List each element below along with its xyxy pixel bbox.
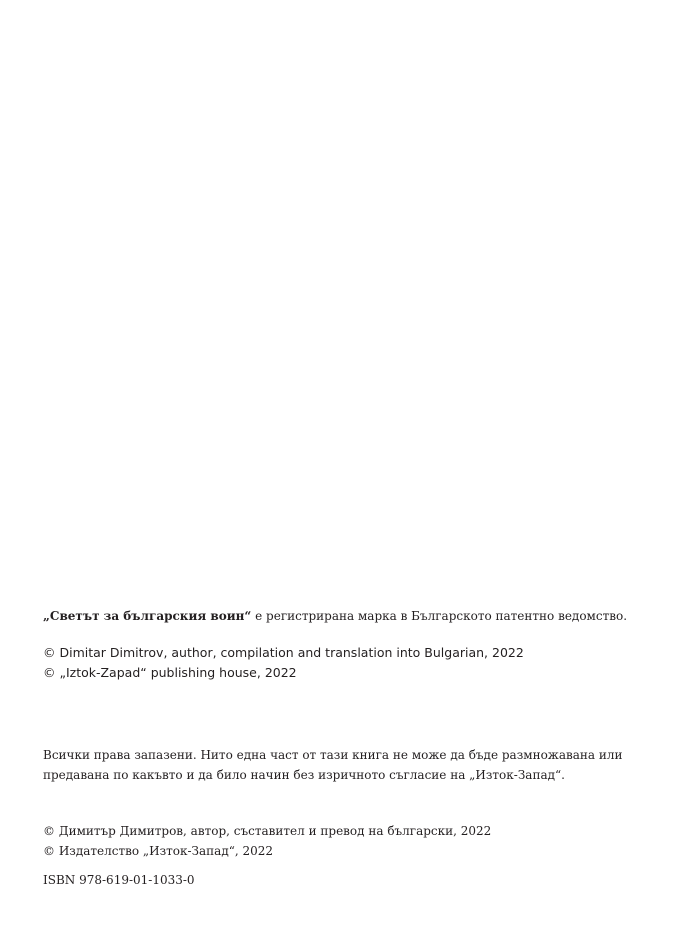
- rights-reserved-notice: [43, 745, 663, 785]
- trademark-text: е регистрирана марка в Българското патентно ведомство.: [251, 609, 628, 623]
- copyright-en-author: © Dimitar Dimitrov, author, compilation and translation into Bulgarian, 2022: [43, 645, 524, 660]
- isbn-text: ISBN 978-619-01-1033-0: [43, 873, 195, 887]
- trademark-notice: [43, 606, 663, 626]
- copyright-bg-publisher: © Издателство „Изток-Запад“, 2022: [43, 844, 274, 858]
- rights-line-2: предавана по какъвто и да било начин без изричното съгласие на „Изток-Запад“.: [43, 768, 565, 782]
- trademark-brand: „Светът за българския воин“: [43, 609, 252, 623]
- trademark-line: [43, 606, 663, 626]
- rights-line-1: Всички права запазени. Нито една част от тази книга не може да бъде размножавана или: [43, 748, 623, 762]
- copyright-bulgarian: [43, 821, 663, 861]
- copyright-en-publisher: © „Iztok-Zapad“ publishing house, 2022: [43, 665, 297, 680]
- isbn-number: [43, 870, 663, 890]
- copyright-bg-author: © Димитър Димитров, автор, съставител и превод на български, 2022: [43, 824, 492, 838]
- copyright-english: [43, 643, 663, 683]
